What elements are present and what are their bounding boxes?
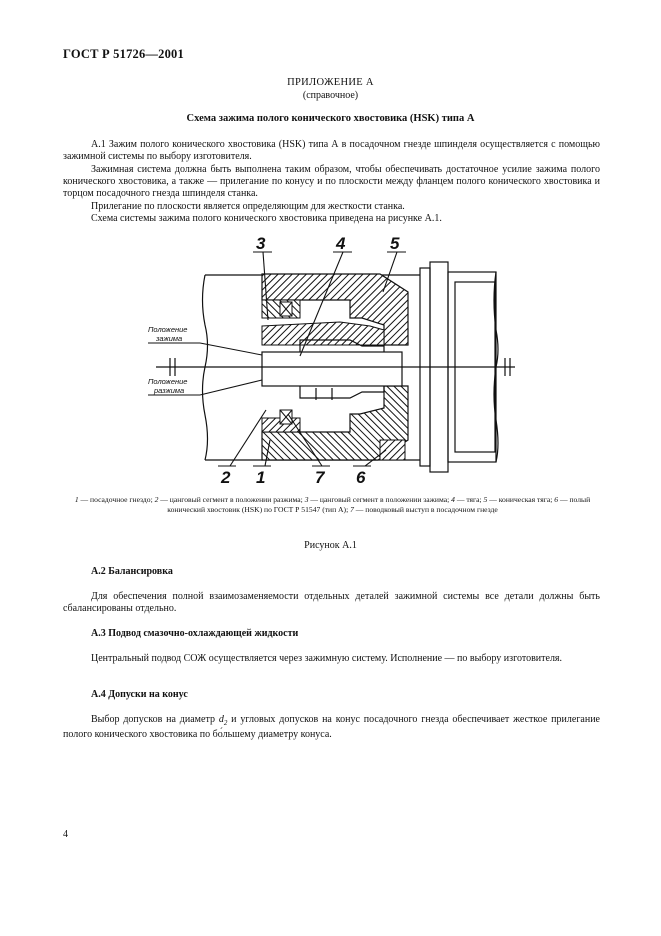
label-clamp-line1: Положение: [148, 325, 188, 334]
section-heading-a2: А.2 Балансировка: [91, 566, 173, 577]
label-clamp-line2: зажима: [156, 334, 183, 343]
callout-5: 5: [390, 234, 400, 253]
label-release-line2: разжима: [154, 386, 185, 395]
appendix-label: ПРИЛОЖЕНИЕ А: [287, 77, 374, 88]
position-labels: [148, 325, 187, 395]
clamping-scheme-figure: [0, 230, 661, 492]
section-text-a2: Для обеспечения полной взаимозаменяемости отдельных деталей зажимной системы все детали должны быть сбалансированы отдельно.: [63, 591, 600, 615]
figure-caption: 1 — посадочное гнездо; 2 — цанговый сегмент в положении разжима; 3 — цанговый сегмент в положении зажима; 4 — тяга; 5 — коническая тяга; 6 — полый конический хвостовик (HSK) по ГОСТ Р 51547 (тип А); 7 — поводковый выступ в посадочном гнезде: [74, 495, 591, 515]
section-text-a3: Центральный подвод СОЖ осуществляется через зажимную систему. Исполнение — по выбору изготовителя.: [91, 653, 563, 664]
callout-4: 4: [336, 234, 346, 253]
paragraph-flat-contact: Прилегание по плоскости является определяющим для жесткости станка.: [91, 201, 405, 212]
appendix-title: Схема зажима полого конического хвостовика (HSK) типа А: [186, 113, 475, 124]
label-release-line1: Положение: [148, 377, 188, 386]
standard-header: ГОСТ Р 51726—2001: [63, 47, 184, 61]
lower-body-section: [262, 386, 408, 460]
paragraph-clamping-system: Зажимная система должна быть выполнена таким образом, чтобы обеспечивать достаточное усилие зажима полого конического хвостовика, а также — прилегание по конусу и по плоскости между фланцем полого конического хвостовика и торцом посадочного гнезда шпинделя станка.: [63, 164, 600, 200]
appendix-type: (справочное): [302, 90, 359, 101]
callout-7: 7: [315, 468, 325, 487]
callout-1: 1: [256, 468, 266, 487]
section-heading-a4: А.4 Допуски на конус: [91, 689, 188, 700]
callout-2: 2: [221, 468, 231, 487]
section-text-a4: Выбор допусков на диаметр $d_2$ и угловых допусков на конус посадочного гнезда обеспечивает жесткое прилегание полого конического хвостовика по бо́льшему диаметру конуса.: [63, 714, 600, 741]
diameter-variable: $d_2$: [218, 714, 228, 727]
section-heading-a3: А.3 Подвод смазочно-охлаждающей жидкости: [91, 628, 299, 639]
callout-3: 3: [256, 234, 266, 253]
draw-bar: [262, 340, 402, 400]
page-number: 4: [63, 829, 68, 840]
callout-6: 6: [356, 468, 366, 487]
paragraph-a1: А.1 Зажим полого конического хвостовика (HSK) типа А в посадочном гнезде шпинделя осуществляется с помощью зажимной системы по выбору изготовителя.: [63, 139, 600, 163]
figure-label: Рисунок А.1: [304, 540, 357, 551]
paragraph-figure-ref: Схема системы зажима полого конического хвостовика приведена на рисунке А.1.: [91, 213, 442, 224]
